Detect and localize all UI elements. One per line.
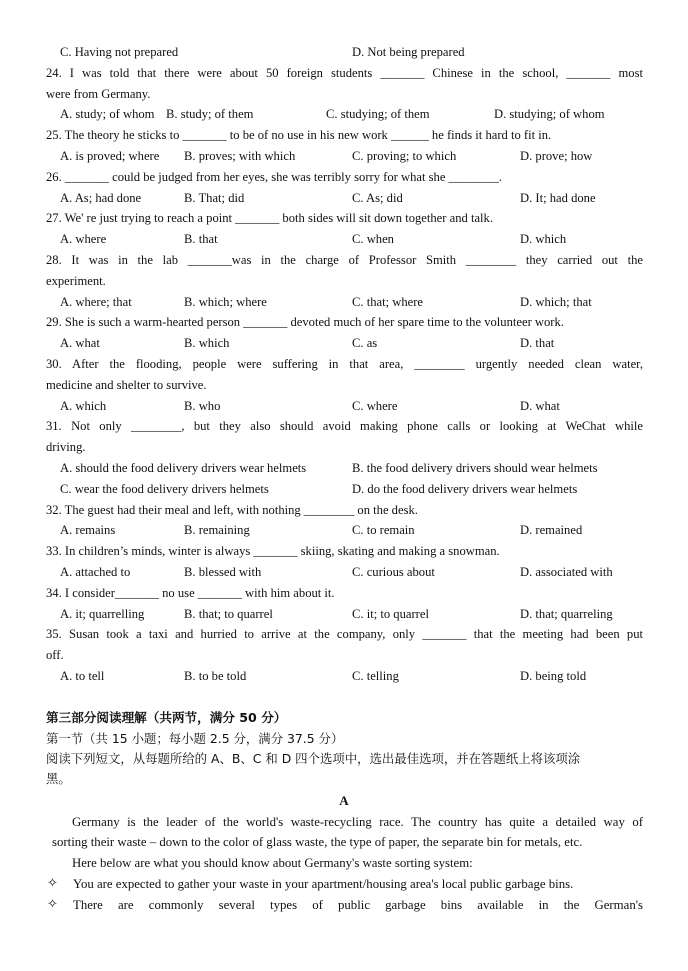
q35-option-d: D. being told [520,669,587,683]
q33-option-c: C. curious about [352,565,435,579]
q28-option-a: A. where; that [60,295,132,309]
passage-para1-line2: sorting their waste – down to the color of glass waste, the type of paper, the separate bin for metals, etc. [52,835,583,849]
q24-stem-line2: were from Germany. [46,87,151,101]
diamond-bullet-icon: ✧ [47,896,58,911]
q25-stem: 25. The theory he sticks to _______ to be of no use in his new work ______ he finds it hard to fit in. [46,128,552,142]
q28-option-d: D. which; that [520,295,592,309]
q27-option-d: D. which [520,232,567,246]
q29-option-a: A. what [60,336,100,350]
q31-option-a: A. should the food delivery drivers wear helmets [60,461,307,475]
q29-option-c: C. as [352,336,378,350]
q29-option-b: B. which [184,336,230,350]
q24-stem-line1: 24. I was told that there were about 50 foreign students _______ Chinese in the school, _______ most [46,66,643,80]
q26-option-a: A. As; had done [60,191,142,205]
q34-option-a: A. it; quarrelling [60,607,145,621]
q23-option-d: D. Not being prepared [352,45,465,59]
passage-title: A [339,793,349,808]
q25-option-a: A. is proved; where [60,149,160,163]
q33-option-d: D. associated with [520,565,613,579]
q28-stem-line2: experiment. [46,274,106,288]
bullet-item-1: You are expected to gather your waste in your apartment/housing area's local public garbage bins. [73,877,574,891]
q34-option-b: B. that; to quarrel [184,607,273,621]
q30-option-d: D. what [520,399,560,413]
q24-option-a: A. study; of whom [60,107,155,121]
q34-option-c: C. it; to quarrel [352,607,429,621]
part3-heading: 第三部分阅读理解（共两节，满分 50 分） [46,710,287,725]
section1-heading: 第一节（共 15 小题；每小题 2.5 分，满分 37.5 分） [46,731,344,746]
q35-stem-line1: 35. Susan took a taxi and hurried to arrive at the company, only _______ that the meeting had been put [46,627,643,641]
q33-option-a: A. attached to [60,565,131,579]
instructions-line1: 阅读下列短文，从每题所给的 A、B、C 和 D 四个选项中，选出最佳选项，并在答题纸上将该项涂 [46,751,581,766]
q26-option-c: C. As; did [352,191,403,205]
q35-option-c: C. telling [352,669,399,683]
q31-option-c: C. wear the food delivery drivers helmets [60,482,269,496]
q31-option-d: D. do the food delivery drivers wear helmets [352,482,578,496]
passage-para1-line1: Germany is the leader of the world's waste-recycling race. The country has quite a detailed way of [72,815,643,829]
q27-stem: 27. We' re just trying to reach a point _______ both sides will sit down together and talk. [46,211,493,225]
q28-stem-line1: 28. It was in the lab _______was in the charge of Professor Smith ________ they carried out the [46,253,643,267]
q25-option-c: C. proving; to which [352,149,457,163]
q32-option-c: C. to remain [352,523,415,537]
q26-option-d: D. It; had done [520,191,596,205]
q29-option-d: D. that [520,336,555,350]
q30-option-b: B. who [184,399,221,413]
q30-stem-line1: 30. After the flooding, people were suffering in that area, ________ urgently needed clean water, [46,357,643,371]
q28-option-c: C. that; where [352,295,423,309]
q33-stem: 33. In children’s minds, winter is always _______ skiing, skating and making a snowman. [46,544,500,558]
q30-option-c: C. where [352,399,398,413]
q31-stem-line1: 31. Not only ________, but they also should avoid making phone calls or looking at WeChat while [46,419,643,433]
q32-option-b: B. remaining [184,523,250,537]
q27-option-a: A. where [60,232,107,246]
q24-option-c: C. studying; of them [326,107,430,121]
bullet-item-2: There are commonly several types of public garbage bins available in the German's [73,898,643,912]
q25-option-b: B. proves; with which [184,149,296,163]
q27-option-c: C. when [352,232,394,246]
q28-option-b: B. which; where [184,295,267,309]
q34-option-d: D. that; quarreling [520,607,613,621]
diamond-bullet-icon: ✧ [47,875,58,890]
q32-stem: 32. The guest had their meal and left, with nothing ________ on the desk. [46,503,418,517]
passage-para2: Here below are what you should know about Germany's waste sorting system: [72,856,473,870]
q32-option-d: D. remained [520,523,583,537]
q31-option-b: B. the food delivery drivers should wear helmets [352,461,598,475]
q32-option-a: A. remains [60,523,116,537]
q26-option-b: B. That; did [184,191,245,205]
q26-stem: 26. _______ could be judged from her eyes, she was terribly sorry for what she ________. [46,170,503,184]
q34-stem: 34. I consider_______ no use _______ with him about it. [46,586,335,600]
q29-stem: 29. She is such a warm-hearted person _______ devoted much of her spare time to the volunteer work. [46,315,564,329]
q35-option-b: B. to be told [184,669,247,683]
q24-option-d: D. studying; of whom [494,107,605,121]
q23-option-c: C. Having not prepared [60,45,179,59]
q33-option-b: B. blessed with [184,565,262,579]
q31-stem-line2: driving. [46,440,86,454]
q25-option-d: D. prove; how [520,149,593,163]
q30-stem-line2: medicine and shelter to survive. [46,378,207,392]
q30-option-a: A. which [60,399,107,413]
q27-option-b: B. that [184,232,218,246]
q24-option-b: B. study; of them [166,107,254,121]
instructions-line2: 黑。 [46,771,71,786]
q35-option-a: A. to tell [60,669,105,683]
q35-stem-line2: off. [46,648,64,662]
